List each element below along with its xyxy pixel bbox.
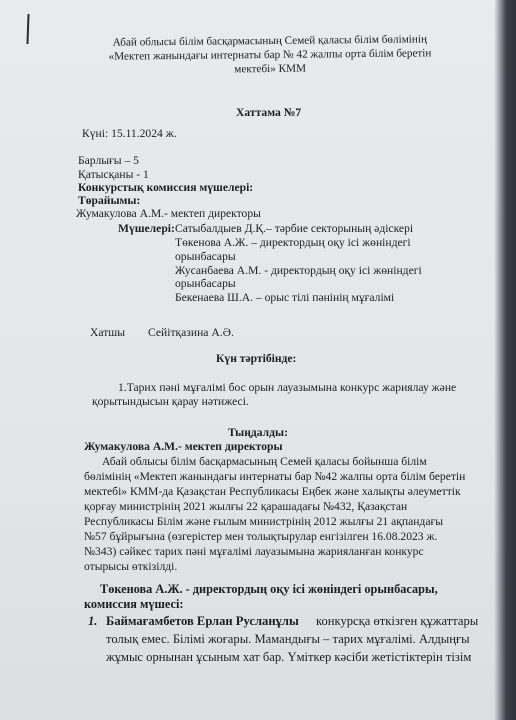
header-line-1: Абай облысы білім басқармасының Семей қаласы білім бөлімінің [112, 33, 428, 49]
page-edge-shadow [494, 0, 516, 720]
total-count: Барлығы – 5 [78, 154, 139, 167]
agenda-line-1: 1.Тарих пәні мұғалімі бос орын лауазымына конкурс жариялау және [118, 381, 457, 394]
header-line-2: «Мектеп жанындағы интернаты бар № 42 жалпы орта білім беретін [108, 47, 432, 63]
secretary-name: Сейітқазина А.Ә. [148, 326, 234, 339]
heard-heading: Тыңдалды: [228, 426, 288, 439]
speech-line: Абай облысы білім басқармасының Семей қаласы бойынша білім [102, 455, 427, 468]
speech-line: отырысы өткізілді. [84, 560, 178, 573]
speech-line: №343) сәйкес тарих пәні мұғалімі лауазымына жарияланған конкурс [84, 545, 424, 558]
speech-line: бөлімінің «Мектеп жанындағы интернаты бар №42 жалпы орта білім беретін [84, 470, 466, 483]
item-line: толық емес. Білімі жоғары. Мамандығы – тарих мұғалімі. Алдыңғы [106, 632, 470, 646]
commission-heading: Конкурстық комиссия мүшелері: [78, 181, 254, 194]
item-name: Баймағамбетов Ерлан Русланұлы [106, 614, 299, 628]
speaker-2-line-1: Төкенова А.Ж. - директордың оқу ісі жөніндегі орынбасары, [100, 582, 438, 596]
secretary-label: Хатшы [90, 326, 126, 339]
speech-line: мектебі» КММ-да Қазақстан Республикасы Еңбек және халықты әлеуметтік [84, 485, 461, 498]
member-line: Төкенова А.Ж. – директордың оқу ісі жөніндегі [175, 236, 411, 249]
document-title: Хаттама №7 [236, 106, 302, 119]
document-header [60, 32, 480, 78]
speaker-1: Жумакулова А.М.- мектеп директоры [84, 440, 283, 453]
agenda-line-2: қорытындысын қарау нәтижесі. [92, 395, 249, 408]
member-line: орынбасары [175, 277, 236, 290]
item-number: 1. [88, 614, 98, 628]
chair-name: Жумакулова А.М.- мектеп директоры [76, 207, 261, 220]
member-line: орынбасары [175, 250, 236, 263]
member-line: Бекенаева Ш.А. – орыс тілі пәнінің мұғалімі [175, 291, 395, 304]
item-line: жұмыс орнынан ұсыным хат бар. Үміткер кәсіби жетістіктерін тізім [106, 650, 472, 664]
meeting-date: Күні: 15.11.2024 ж. [82, 127, 177, 140]
speech-line: қорғау министрінің 2021 жылғы 22 қарашадағы №432, Қазақстан [84, 500, 408, 513]
member-line: Жусанбаева А.М. - директордың оқу ісі жөніндегі [175, 264, 422, 277]
member-line: Сатыбалдыев Д.Қ.– тәрбие секторының әдіскері [175, 222, 414, 235]
pen-mark [26, 14, 29, 44]
speaker-2-line-2: комиссия мүшесі: [84, 597, 184, 611]
chair-heading: Төрайымы: [78, 194, 141, 207]
agenda-heading: Күн тәртібінде: [216, 352, 297, 365]
item-line: конкурсқа өткізген құжаттары [316, 614, 479, 628]
header-line-3: мектебі» КММ [234, 62, 307, 76]
speech-line: Республикасы Білім және ғылым министрінің 2012 жылғы 21 ақпандағы [84, 515, 444, 528]
members-label: Мүшелері: [118, 222, 175, 235]
present-count: Қатысқаны - 1 [78, 168, 149, 181]
speech-line: №57 бұйрығына (өзгерістер мен толықтырулар енгізілген 16.08.2023 ж. [84, 530, 438, 543]
